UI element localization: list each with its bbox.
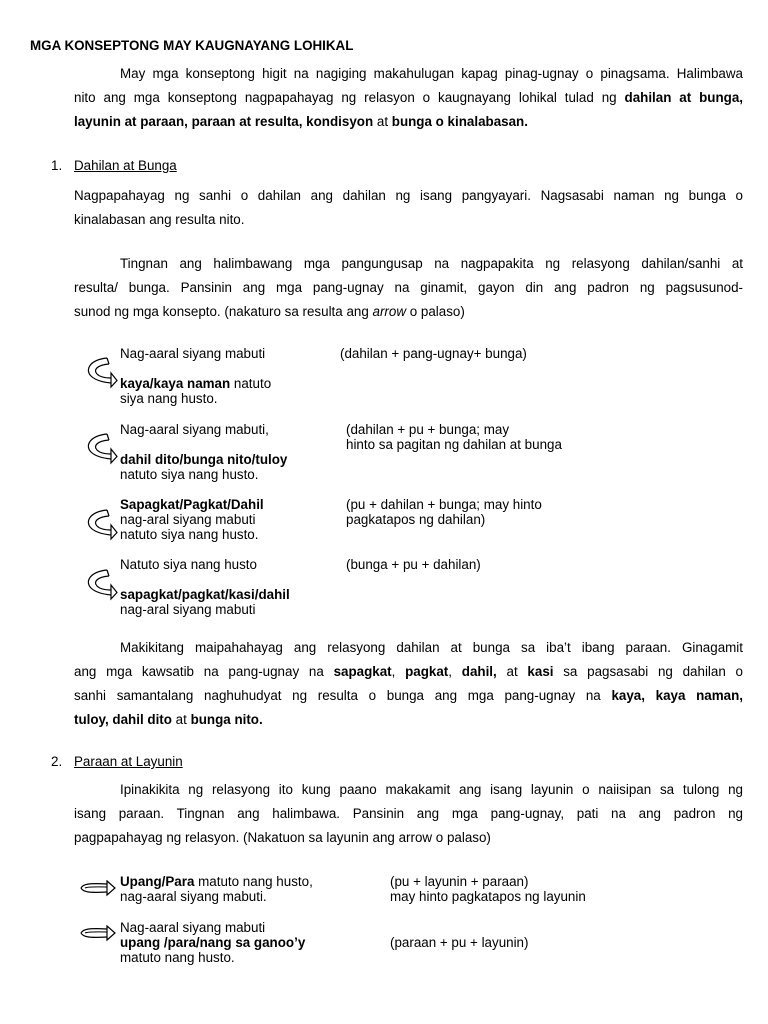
s2-example1-line-1: Upang/Para matuto nang husto, — [120, 874, 313, 889]
example3-note-2: pagkatapos ng dahilan) — [346, 512, 486, 527]
s2-example1-note-1: (pu + layunin + paraan) — [390, 874, 529, 889]
example3-line-1: Sapagkat/Pagkat/Dahil — [120, 497, 264, 512]
curved-arrow-icon — [83, 568, 123, 604]
curved-arrow-icon — [83, 356, 123, 392]
s2-example2-note: (paraan + pu + layunin) — [390, 935, 529, 950]
page-title: MGA KONSEPTONG MAY KAUGNAYANG LOHIKAL — [30, 38, 354, 53]
s2-example2-line-2: upang /para/nang sa ganoo’y — [120, 935, 306, 950]
flat-arrow-icon — [77, 925, 121, 943]
s2p1-line-2: isang paraan. Tingnan ang halimbawa. Pansinin ang mga pang-ugnay, pati na ang padron ng — [74, 806, 743, 821]
section1-number: 1. — [51, 158, 63, 173]
curved-arrow-icon — [83, 508, 123, 544]
intro-line-3: layunin at paraan, paraan at resulta, kondisyon at bunga o kinalabasan. — [74, 114, 528, 129]
s1p2-line-2: resulta/ bunga. Pansinin ang mga pang-ugnay na ginamit, gayon din ang padron ng pagsusunod- — [74, 280, 743, 295]
example1-line-2: kaya/kaya naman natuto — [120, 376, 272, 391]
example4-line-2: sapagkat/pagkat/kasi/dahil — [120, 587, 290, 602]
example1-note: (dahilan + pang-ugnay+ bunga) — [340, 346, 527, 361]
example4-line-3: nag-aral siyang mabuti — [120, 602, 256, 617]
s1p3-line-4: tuloy, dahil dito at bunga nito. — [74, 712, 263, 727]
s2-example1-note-2: may hinto pagkatapos ng layunin — [390, 889, 586, 904]
section2-number: 2. — [51, 754, 63, 769]
section1-heading: Dahilan at Bunga — [74, 158, 177, 173]
example4-note: (bunga + pu + dahilan) — [346, 557, 481, 572]
example2-line-1: Nag-aaral siyang mabuti, — [120, 422, 269, 437]
s2-example1-line-2: nag-aaral siyang mabuti. — [120, 889, 267, 904]
s2p1-line-1: Ipinakikita ng relasyong ito kung paano makakamit ang isang layunin o naiisipan sa tulong ng — [120, 782, 743, 797]
example1-line-1: Nag-aaral siyang mabuti — [120, 346, 266, 361]
s1p2-line-1: Tingnan ang halimbawang mga pangungusap na nagpapakita ng relasyong dahilan/sanhi at — [120, 256, 743, 271]
s1p3-line-3: sanhi samantalang naghuhudyat ng resulta o bunga ang mga pang-ugnay na kaya, kaya naman, — [74, 688, 744, 703]
flat-arrow-icon — [77, 880, 121, 898]
section1-paragraph-1 — [74, 184, 743, 232]
example1-line-3: siya nang husto. — [120, 391, 218, 406]
s2-example2-line-3: matuto nang husto. — [120, 950, 235, 965]
example2-line-2: dahil dito/bunga nito/tuloy — [120, 452, 288, 467]
section1-paragraph-3 — [74, 636, 743, 732]
intro-paragraph — [74, 62, 743, 134]
s1p3-line-2: ang mga kawsatib na pang-ugnay na sapagkat, pagkat, dahil, at kasi sa pagsasabi ng dahilan o — [74, 664, 743, 679]
intro-line-2: nito ang mga konseptong nagpapahayag ng relasyon o kaugnayang lohikal tulad ng dahilan at bunga, — [74, 90, 743, 105]
section1-paragraph-2 — [74, 252, 743, 324]
example3-line-3: natuto siya nang husto. — [120, 527, 259, 542]
s1p1-line-1: Nagpapahayag ng sanhi o dahilan ang dahilan ng isang pangyayari. Nagsasabi naman ng bunga o — [74, 188, 743, 203]
s1p3-line-1: Makikitang maipahahayag ang relasyong dahilan at bunga sa iba’t ibang paraan. Ginagamit — [120, 640, 743, 655]
example4-line-1: Natuto siya nang husto — [120, 557, 257, 572]
section2-heading: Paraan at Layunin — [74, 754, 183, 769]
example2-note-1: (dahilan + pu + bunga; may — [346, 422, 510, 437]
s2-example2-line-1: Nag-aaral siyang mabuti — [120, 920, 266, 935]
curved-arrow-icon — [83, 432, 123, 468]
example2-line-3: natuto siya nang husto. — [120, 467, 259, 482]
example3-note-1: (pu + dahilan + bunga; may hinto — [346, 497, 542, 512]
s1p2-line-3: sunod ng mga konsepto. (nakaturo sa resulta ang arrow o palaso) — [74, 304, 465, 319]
example2-note-2: hinto sa pagitan ng dahilan at bunga — [346, 437, 562, 452]
intro-line-1: May mga konseptong higit na nagiging makahulugan kapag pinag-ugnay o pinagsama. Halimbawa — [120, 66, 743, 81]
s2p1-line-3: pagpapahayag ng relasyon. (Nakatuon sa layunin ang arrow o palaso) — [74, 830, 491, 845]
example3-line-2: nag-aral siyang mabuti — [120, 512, 256, 527]
s1p1-line-2: kinalabasan ang resulta nito. — [74, 212, 245, 227]
section2-paragraph-1 — [74, 778, 743, 850]
